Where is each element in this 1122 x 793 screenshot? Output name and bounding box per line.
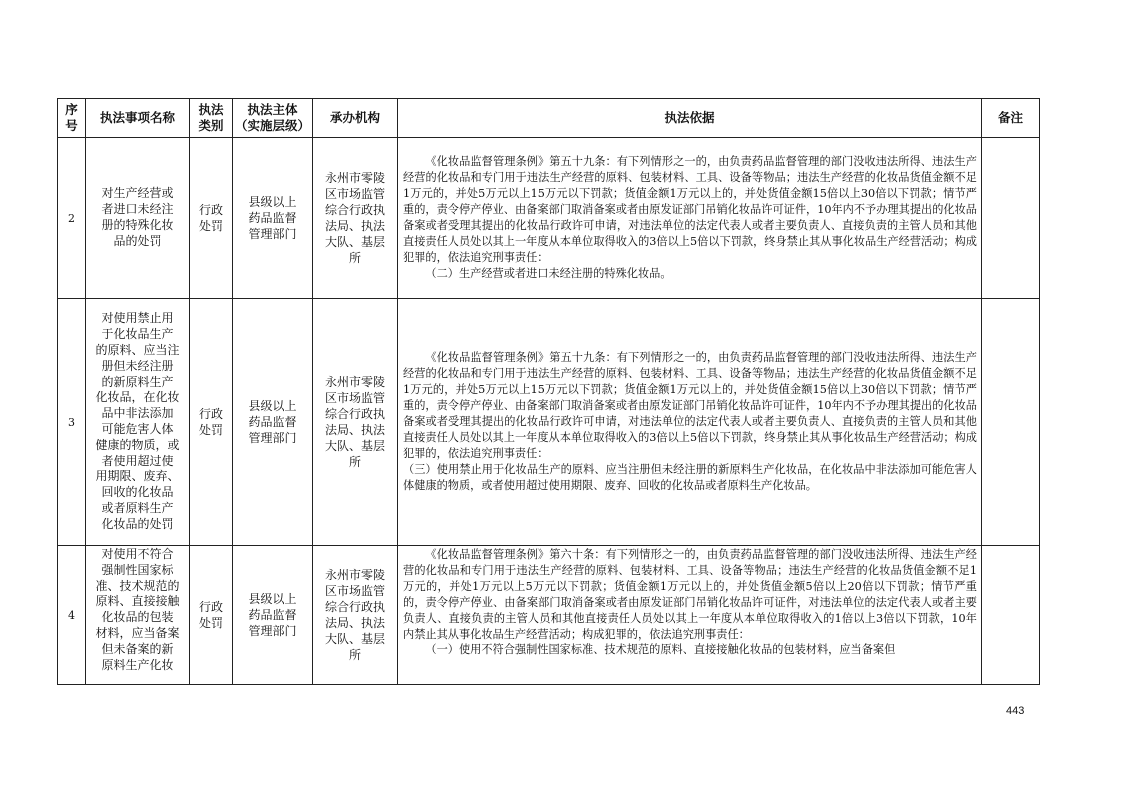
handling-organization: 永州市零陵 区市场监管 综合行政执 法局、执法 大队、基层 所 xyxy=(313,546,398,685)
legal-basis: 《化妆品监督管理条例》第五十九条：有下列情形之一的，由负责药品监督管理的部门没收违法所得、违法生产经营的化妆品和专门用于违法生产经营的原料、包装材料、工具、设备等物品；违法生产经营的化妆品货值金额不足1万元的，并处5万元以上15万元以下罚款；货值金额1万元以上的，并处货值金额15倍以上30倍以下罚款；情节严重的，责令停产停业、由备案部门取消备案或者由原发证部门吊销化妆品许可证件，10年内不予办理其提出的化妆品备案或者受理其提出的化妆品行政许可申请，对违法单位的法定代表人或者主要负责人、直接负责的主管人员和其他直接责任人员处以其上一年度从本单位取得收入的3倍以上5倍以下罚款，终身禁止其从事化妆品生产经营活动；构成犯罪的，依法追究刑事责任： （三）使用禁止用于化妆品生产的原料、应当注册但未经注册的新原料生产化妆品，在化妆品中非法添加可能危害人体健康的物质，或者使用超过使用期限、废弃、回收的化妆品或者原料生产化妆品。 xyxy=(398,299,982,546)
header-basis: 执法依据 xyxy=(398,99,982,138)
table-row xyxy=(58,299,1040,546)
handling-organization: 永州市零陵 区市场监管 综合行政执 法局、执法 大队、基层 所 xyxy=(313,299,398,546)
header-note: 备注 xyxy=(982,99,1040,138)
enforcement-category: 行政 处罚 xyxy=(190,299,233,546)
enforcement-subject: 县级以上 药品监督 管理部门 xyxy=(233,546,313,685)
enforcement-category: 行政 处罚 xyxy=(190,546,233,685)
item-name: 对使用禁止用 于化妆品生产 的原料、应当注 册但未经注册 的新原料生产 化妆品，在化妆 品中非法添加 可能危害人体 健康的物质，或 者使用超过使 用期限、废弃、 回收的化妆品 或者原料生产 化妆品的处罚 xyxy=(86,299,190,546)
header-subject: 执法主体 （实施层级） xyxy=(233,99,313,138)
header-name: 执法事项名称 xyxy=(86,99,190,138)
remarks xyxy=(982,138,1040,299)
header-no: 序 号 xyxy=(58,99,86,138)
header-row xyxy=(58,99,1040,138)
legal-basis: 《化妆品监督管理条例》第五十九条：有下列情形之一的，由负责药品监督管理的部门没收违法所得、违法生产经营的化妆品和专门用于违法生产经营的原料、包装材料、工具、设备等物品；违法生产经营的化妆品货值金额不足1万元的，并处5万元以上15万元以下罚款；货值金额1万元以上的，并处货值金额15倍以上30倍以下罚款；情节严重的，责令停产停业、由备案部门取消备案或者由原发证部门吊销化妆品许可证件，10年内不予办理其提出的化妆品备案或者受理其提出的化妆品行政许可申请，对违法单位的法定代表人或者主要负责人、直接负责的主管人员和其他直接责任人员处以其上一年度从本单位取得收入的3倍以上5倍以下罚款，终身禁止其从事化妆品生产经营活动；构成犯罪的，依法追究刑事责任： （二）生产经营或者进口未经注册的特殊化妆品。 xyxy=(398,138,982,299)
remarks xyxy=(982,546,1040,685)
row-number: 3 xyxy=(58,299,86,546)
row-number: 2 xyxy=(58,138,86,299)
remarks xyxy=(982,299,1040,546)
header-category: 执法 类别 xyxy=(190,99,233,138)
item-name: 对生产经营或 者进口未经注 册的特殊化妆 品的处罚 xyxy=(86,138,190,299)
document-page xyxy=(57,98,1039,685)
enforcement-table xyxy=(57,98,1040,685)
legal-basis: 《化妆品监督管理条例》第六十条：有下列情形之一的，由负责药品监督管理的部门没收违法所得、违法生产经营的化妆品和专门用于违法生产经营的原料、包装材料、工具、设备等物品；违法生产经营的化妆品货值金额不足1万元的，并处1万元以上5万元以下罚款；货值金额1万元以上的，并处货值金额5倍以上20倍以下罚款；情节严重的，责令停产停业、由备案部门取消备案或者由原发证部门吊销化妆品许可证件，对违法单位的法定代表人或者主要负责人、直接负责的主管人员和其他直接责任人员处以其上一年度从本单位取得收入的1倍以上3倍以下罚款，10年内禁止其从事化妆品生产经营活动；构成犯罪的，依法追究刑事责任： （一）使用不符合强制性国家标准、技术规范的原料、直接接触化妆品的包装材料，应当备案但 xyxy=(398,546,982,685)
table-row xyxy=(58,546,1040,685)
page-number: 443 xyxy=(1006,705,1025,717)
enforcement-subject: 县级以上 药品监督 管理部门 xyxy=(233,299,313,546)
enforcement-category: 行政 处罚 xyxy=(190,138,233,299)
enforcement-subject: 县级以上 药品监督 管理部门 xyxy=(233,138,313,299)
table-row xyxy=(58,138,1040,299)
header-org: 承办机构 xyxy=(313,99,398,138)
row-number: 4 xyxy=(58,546,86,685)
handling-organization: 永州市零陵 区市场监管 综合行政执 法局、执法 大队、基层 所 xyxy=(313,138,398,299)
item-name: 对使用不符合 强制性国家标 准、技术规范的 原料、直接接触 化妆品的包装 材料，应当备案 但未备案的新 原料生产化妆 xyxy=(86,546,190,685)
